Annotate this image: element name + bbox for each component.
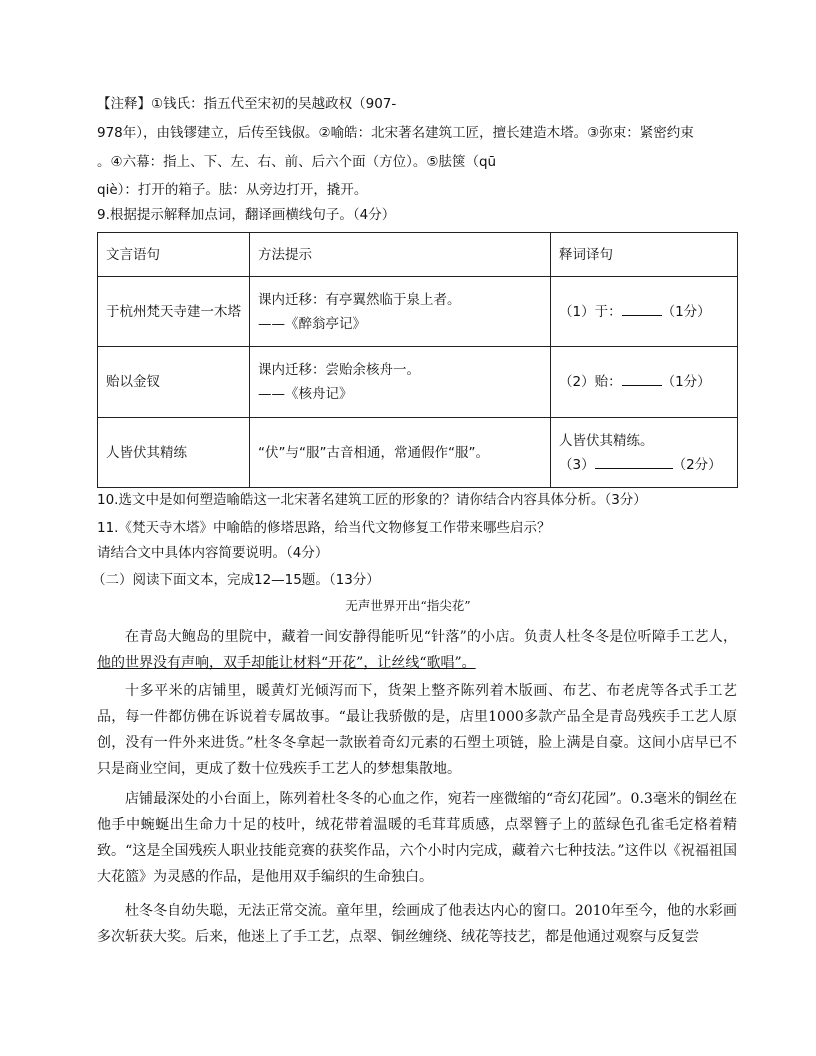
answer-sentence: 人皆伏其精练。 [559,432,654,449]
hint-line: 课内迁移：有亭翼然临于泉上者。 [258,291,461,308]
note-line-3: 。④六幕：指上、下、左、右、前、后六个面（方位）。⑤胠箧（qū [97,154,497,170]
answer-blank[interactable] [622,301,662,316]
question-10: 10.选文中是如何塑造喻皓这一北宋著名建筑工匠的形象的？请你结合内容具体分析。（3分） [97,492,647,508]
answer-cell [551,418,738,488]
answer-label: （3） [559,456,595,473]
answer-label: （1）于： [559,303,622,320]
answer-cell [551,347,738,418]
sentence-cell: 人皆伏其精练 [98,418,250,488]
answer-score: （2分） [672,456,722,473]
article-paragraph: 店铺最深处的小台面上，陈列着杜冬冬的心血之作，宛若一座微缩的“奇幻花园”。0.3毫米的铜丝在他手中蜿蜒出生命力十足的枝叶，绒花带着温暖的毛茸茸质感，点翠簪子上的蓝绿色孔雀毛定格着精致。“这是全国残疾人职业技能竞赛的获奖作品，六个小时内完成，藏着六七种技法。”这件以《祝福祖国大花篮》为灵感的作品，是他用双手编织的生命独白。 [97,791,737,885]
table-header-cell: 文言语句 [98,233,250,277]
hint-cell [250,277,551,347]
article-title: 无声世界开出“指尖花” [345,598,471,613]
sentence-cell: 贻以金钗 [98,347,250,418]
sentence-cell: 于杭州梵天寺建一木塔 [98,277,250,347]
question-11-line-1: 11.《梵天寺木塔》中喻皓的修塔思路，给当代文物修复工作带来哪些启示？ [97,520,551,536]
hint-line: 课内迁移：尝贻余核舟一。 [258,362,420,378]
table-row [98,418,738,488]
table-header-row [98,233,738,277]
question-9-table [97,232,738,488]
article-paragraph: 杜冬冬自幼失聪，无法正常交流。童年里，绘画成了他表达内心的窗口。2010年至今，他的水彩画多次斩获大奖。后来，他迷上了手工艺，点翠、铜丝缠绕、绒花等技艺，都是他通过观察与反复尝 [97,903,737,945]
hint-source: ——《醉翁亭记》 [258,315,366,332]
article-paragraph: 十多平米的店铺里，暖黄灯光倾泻而下，货架上整齐陈列着木版画、布艺、布老虎等各式手工艺品，每一件都仿佛在诉说着专属故事。“最让我骄傲的是，店里1000多款产品全是青岛残疾手工艺人原创，没有一件外来进货。”杜冬冬拿起一款嵌着奇幻元素的石塑土项链，脸上满是自豪。这间小店早已不只是商业空间，更成了数十位残疾手工艺人的梦想集散地。 [97,683,737,777]
paragraph-text: 在青岛大鲍岛的里院中，藏着一间安静得能听见“针落”的小店。负责人杜冬冬是位听障手工艺人， [125,629,737,645]
article-paragraph [97,624,737,676]
note-line-4: qiè）：打开的箱子。胠：从旁边打开，撬开。 [97,182,368,198]
answer-cell [551,277,738,347]
hint-cell: “伏”与“服”古音相通，常通假作“服”。 [250,418,551,488]
table-header-cell: 释词译句 [551,233,738,277]
table-row [98,347,738,418]
underlined-sentence: 他的世界没有声响，双手却能让材料“开花”，让丝线“歌唱”。 [97,655,476,671]
answer-score: （1分） [661,303,711,320]
note-line-2: 978年），由钱镠建立，后传至钱俶。②喻皓：北宋著名建筑工匠，擅长建造木塔。③弥束：紧密约束 [97,125,694,141]
answer-blank[interactable] [595,454,673,469]
table-row [98,277,738,347]
note-line-1: 【注释】①钱氏：指五代至宋初的吴越政权（907- [97,96,397,112]
hint-source: ——《核舟记》 [258,386,353,402]
question-9-prompt: 9.根据提示解释加点词，翻译画横线句子。（4分） [97,207,396,223]
hint-cell [250,347,551,418]
answer-label: （2）贻： [559,374,622,390]
answer-blank[interactable] [622,371,662,386]
section-2-heading: （二）阅读下面文本，完成12—15题。（13分） [92,572,380,588]
answer-score: （1分） [661,374,711,390]
table-header-cell: 方法提示 [250,233,551,277]
question-11-line-2: 请结合文中具体内容简要说明。（4分） [97,545,329,561]
